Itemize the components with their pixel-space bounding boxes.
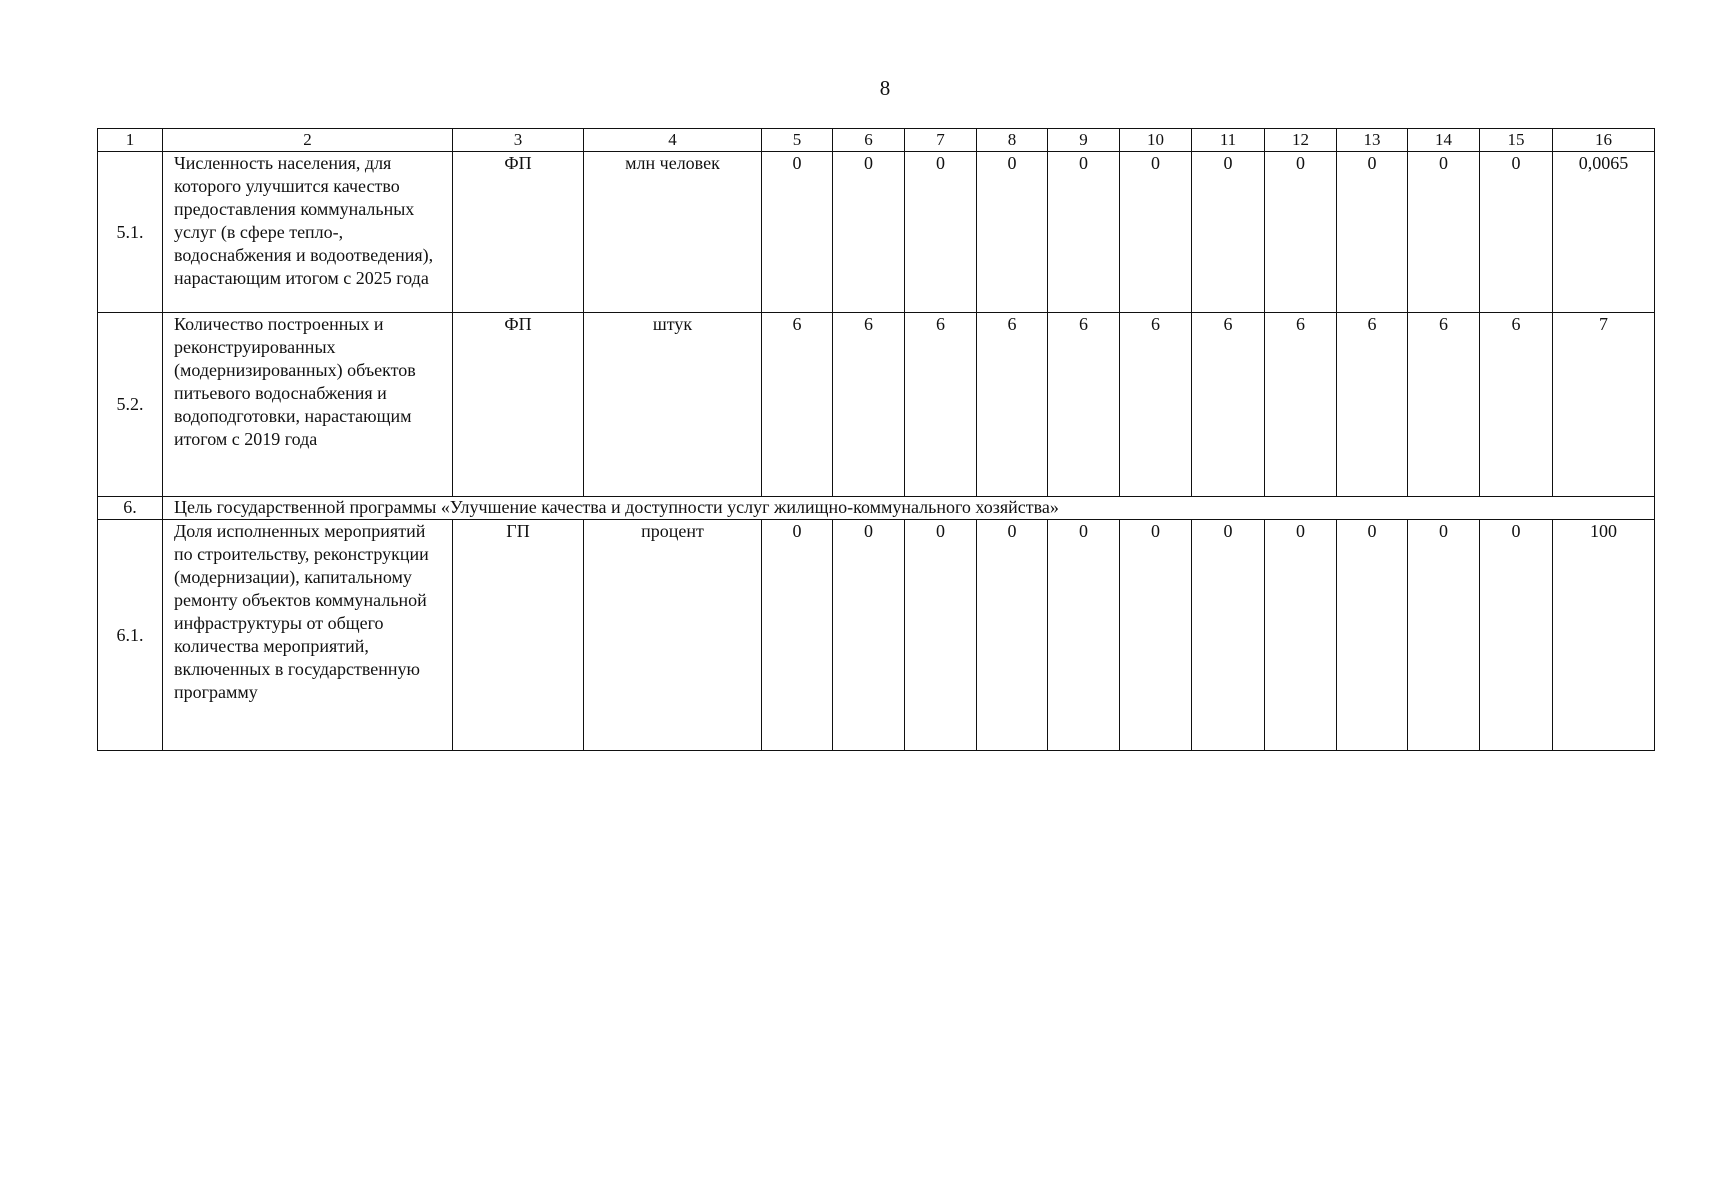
column-number: 2 bbox=[163, 129, 453, 152]
column-number: 16 bbox=[1553, 129, 1655, 152]
row-number: 6.1. bbox=[98, 520, 163, 751]
column-number: 6 bbox=[833, 129, 905, 152]
indicator-level: ФП bbox=[453, 313, 584, 497]
row-number: 5.1. bbox=[98, 152, 163, 313]
indicator-name: Доля исполненных мероприятий по строительству, реконструкции (модернизации), капитальному ремонту объектов коммунальной инфраструктуры от общего количества мероприятий, включенных в государственную программу bbox=[163, 520, 453, 751]
goal-row bbox=[98, 497, 1655, 520]
value-cell: 0 bbox=[762, 152, 833, 313]
value-cell: 0 bbox=[833, 152, 905, 313]
value-cell: 100 bbox=[1553, 520, 1655, 751]
value-cell: 0 bbox=[1265, 152, 1337, 313]
table-row bbox=[98, 313, 1655, 497]
value-cell: 6 bbox=[1192, 313, 1265, 497]
value-cell: 0 bbox=[1192, 520, 1265, 751]
value-cell: 0 bbox=[1408, 520, 1480, 751]
value-cell: 6 bbox=[1337, 313, 1408, 497]
value-cell: 0 bbox=[1120, 520, 1192, 751]
value-cell: 0 bbox=[1480, 152, 1553, 313]
value-cell: 0 bbox=[1120, 152, 1192, 313]
value-cell: 0 bbox=[905, 520, 977, 751]
value-cell: 0 bbox=[905, 152, 977, 313]
table-header-row bbox=[98, 129, 1655, 152]
column-number: 10 bbox=[1120, 129, 1192, 152]
value-cell: 0 bbox=[1192, 152, 1265, 313]
column-number: 9 bbox=[1048, 129, 1120, 152]
column-number: 14 bbox=[1408, 129, 1480, 152]
column-number: 3 bbox=[453, 129, 584, 152]
indicator-level: ГП bbox=[453, 520, 584, 751]
value-cell: 0 bbox=[1337, 152, 1408, 313]
indicator-name: Количество построенных и реконструированных (модернизированных) объектов питьевого водоснабжения и водоподготовки, нарастающим итогом с 2019 года bbox=[163, 313, 453, 497]
indicator-unit: млн человек bbox=[584, 152, 762, 313]
value-cell: 6 bbox=[833, 313, 905, 497]
value-cell: 6 bbox=[1408, 313, 1480, 497]
value-cell: 0,0065 bbox=[1553, 152, 1655, 313]
column-number: 12 bbox=[1265, 129, 1337, 152]
column-number: 4 bbox=[584, 129, 762, 152]
value-cell: 6 bbox=[905, 313, 977, 497]
value-cell: 6 bbox=[1480, 313, 1553, 497]
value-cell: 6 bbox=[1048, 313, 1120, 497]
indicator-level: ФП bbox=[453, 152, 584, 313]
value-cell: 6 bbox=[1265, 313, 1337, 497]
value-cell: 6 bbox=[977, 313, 1048, 497]
column-number: 1 bbox=[98, 129, 163, 152]
indicators-table bbox=[97, 128, 1655, 751]
column-number: 15 bbox=[1480, 129, 1553, 152]
column-number: 5 bbox=[762, 129, 833, 152]
goal-text: Цель государственной программы «Улучшение качества и доступности услуг жилищно-коммунального хозяйства» bbox=[163, 497, 1655, 520]
column-number: 7 bbox=[905, 129, 977, 152]
indicator-unit: процент bbox=[584, 520, 762, 751]
value-cell: 0 bbox=[1048, 152, 1120, 313]
value-cell: 0 bbox=[1337, 520, 1408, 751]
table-row bbox=[98, 520, 1655, 751]
value-cell: 0 bbox=[1048, 520, 1120, 751]
value-cell: 0 bbox=[1265, 520, 1337, 751]
value-cell: 0 bbox=[762, 520, 833, 751]
goal-number: 6. bbox=[98, 497, 163, 520]
column-number: 11 bbox=[1192, 129, 1265, 152]
value-cell: 0 bbox=[1480, 520, 1553, 751]
value-cell: 0 bbox=[977, 520, 1048, 751]
value-cell: 0 bbox=[977, 152, 1048, 313]
value-cell: 6 bbox=[1120, 313, 1192, 497]
indicator-unit: штук bbox=[584, 313, 762, 497]
page-number: 8 bbox=[879, 76, 891, 100]
indicator-name: Численность населения, для которого улучшится качество предоставления коммунальных услуг (в сфере тепло-, водоснабжения и водоотведения), нарастающим итогом с 2025 года bbox=[163, 152, 453, 313]
value-cell: 7 bbox=[1553, 313, 1655, 497]
column-number: 13 bbox=[1337, 129, 1408, 152]
column-number: 8 bbox=[977, 129, 1048, 152]
value-cell: 0 bbox=[833, 520, 905, 751]
value-cell: 0 bbox=[1408, 152, 1480, 313]
value-cell: 6 bbox=[762, 313, 833, 497]
table-row bbox=[98, 152, 1655, 313]
row-number: 5.2. bbox=[98, 313, 163, 497]
